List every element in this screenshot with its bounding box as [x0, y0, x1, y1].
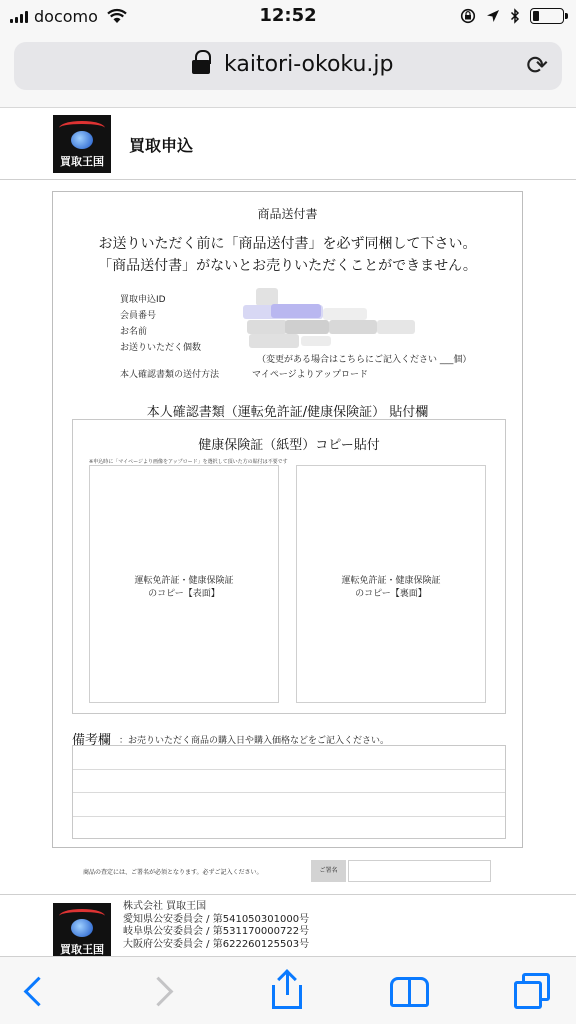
remarks-line [73, 793, 505, 817]
site-footer [0, 894, 576, 956]
id-front-label-line-1: 運転免許証・健康保険証 [134, 576, 234, 586]
remarks-line [73, 746, 505, 770]
address-bar[interactable] [14, 42, 562, 90]
id-front-paste-area [89, 465, 279, 703]
company-info [123, 901, 309, 951]
id-back-paste-area [296, 465, 486, 703]
status-icons [460, 6, 564, 26]
reload-icon[interactable]: ⟳ [526, 51, 548, 81]
lock-icon [192, 58, 210, 74]
rotation-lock-icon [460, 8, 476, 24]
status-bar [0, 0, 576, 32]
field-label-application-id: 買取申込ID [120, 295, 166, 305]
field-label-member-number: 会員番号 [120, 311, 157, 321]
remarks-note: ：お売りいただく商品の購入日や購入価格などをご記入ください。 [119, 736, 390, 746]
signature-note: 商品の査定には、ご署名が必須となります。必ずご記入ください。 [83, 869, 263, 876]
footer-logo: 買取王国 [53, 903, 111, 956]
id-method-value: マイページよりアップロード [252, 370, 369, 380]
browser-address-area [0, 32, 576, 108]
id-back-label-line-2: のコピー【裏面】 [355, 589, 427, 599]
remarks-line [73, 770, 505, 794]
field-label-name: お名前 [120, 327, 148, 337]
form-title: 商品送付書 [257, 207, 318, 221]
back-icon[interactable] [20, 971, 46, 1011]
id-box-note: ※申込時に「マイページより画像をアップロード」を選択して頂いた方の貼付は不要です [89, 459, 288, 465]
tabs-icon[interactable] [512, 971, 552, 1011]
id-front-label-line-2: のコピー【表面】 [148, 589, 220, 599]
site-logo[interactable]: 買取王国 [53, 115, 111, 173]
count-change-note: （変更がある場合はこちらにご記入ください ___個） [257, 355, 472, 365]
site-header [0, 108, 576, 180]
id-section-title: 本人確認書類（運転免許証/健康保険証） 貼付欄 [146, 405, 429, 420]
company-name: 株式会社 買取王国 [123, 901, 207, 912]
signature-label: ご署名 [311, 860, 346, 882]
signature-field[interactable] [348, 860, 491, 882]
bookmarks-icon[interactable] [390, 971, 432, 1011]
battery-icon [530, 8, 564, 24]
bluetooth-icon [510, 8, 520, 24]
forward-icon[interactable] [148, 971, 174, 1011]
remarks-box [72, 745, 506, 839]
clock: 12:52 [259, 5, 317, 26]
carrier-name: docomo [34, 6, 98, 26]
url-text: kaitori-okoku.jp [224, 52, 394, 77]
id-back-label-line-1: 運転免許証・健康保険証 [341, 576, 441, 586]
shipping-form-sheet [52, 191, 523, 848]
location-icon [486, 9, 500, 23]
id-copy-box [72, 419, 506, 714]
id-method-label: 本人確認書類の送付方法 [120, 370, 220, 380]
license-gifu: 岐阜県公安委員会 / 第531170000722号 [123, 926, 310, 937]
field-label-item-count: お送りいただく個数 [120, 343, 202, 353]
license-aichi: 愛知県公安委員会 / 第541050301000号 [123, 913, 310, 925]
notice-line-2: 「商品送付書」がないとお売りいただくことができません。 [98, 258, 477, 274]
notice-line-1: お送りいただく前に「商品送付書」を必ず同梱して下さい。 [98, 236, 477, 252]
battery-level [533, 11, 539, 21]
share-icon[interactable] [272, 971, 302, 1011]
browser-toolbar [0, 956, 576, 1024]
remarks-title: 備考欄 [72, 733, 112, 748]
id-box-title: 健康保険証（紙型）コピー貼付 [198, 438, 380, 453]
license-osaka: 大阪府公安委員会 / 第622260125503号 [123, 938, 310, 950]
page-title: 買取申込 [129, 136, 194, 155]
